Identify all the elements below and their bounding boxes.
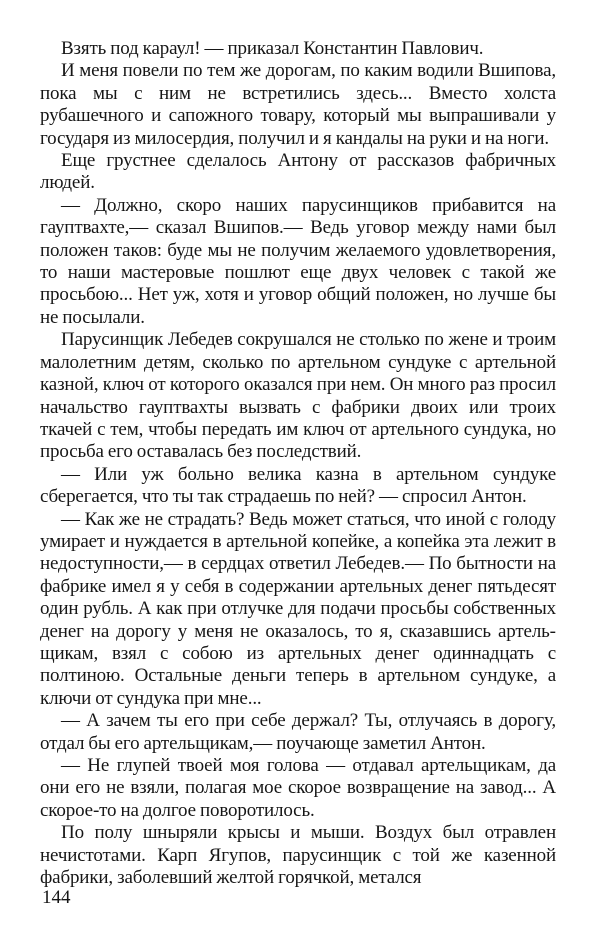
paragraph-9: — Не глупей твоей моя голова — отдавал артельщикам, да они его не взяли, полагая мое скорое возвращение на завод... А скорое-то на долгое поворотилось. (40, 755, 556, 821)
paragraph-2: И меня повели по тем же дорогам, по каким водили Вшипова, пока мы с ним не встретились здесь... Вместо холста рубашечного и сапожного товару, который мы выпрашивали у государя из милосердия, получил и я кандалы на руки и на ноги. (40, 60, 556, 149)
paragraph-8: — А зачем ты его при себе держал? Ты, отлучаясь в дорогу, отдал бы его артельщикам,— поучающе заметил Антон. (40, 710, 556, 754)
paragraph-4: — Должно, скоро наших парусинщиков прибавится на гауптвахте,— сказал Вшипов.— Ведь уговор между нами был положен таков: буде мы не получим желаемого удовлетворения, то наши мастеровые пошлют еще двух человек с такой же просьбою... Нет уж, хотя и уговор общий положен, но лучше бы не посылали. (40, 194, 556, 328)
page-number: 144 (42, 887, 71, 908)
paragraph-7: — Как же не страдать? Ведь может статься, что иной с голоду умирает и нуждается в артельной копейке, а копейка эта лежит в недоступности,— в сердцах ответил Лебедев.— По бытности на фабрике имел я у себя в содержании артельных денег пятьдесят один рубль. А как при отлучке для подачи просьбы собственных денег на дорогу у меня не оказалось, то я, сказавшись артельщикам, взял с собою из артельных денег одиннадцать с полтиною. Остальные деньги теперь в артельном сундуке, а ключи от сундука при мне... (40, 508, 556, 709)
paragraph-1: Взять под караул! — приказал Константин Павлович. (61, 38, 484, 59)
paragraph-10: По полу шныряли крысы и мыши. Воздух был отравлен нечистотами. Карп Ягупов, парусинщик с той же казенной фабрики, заболевший желтой горячкой, метался (40, 822, 556, 889)
book-page-text (40, 38, 556, 889)
paragraph-3: Еще грустнее сделалось Антону от рассказов фабричных людей. (40, 150, 556, 194)
paragraph-6: — Или уж больно велика казна в артельном сундуке сберегается, что ты так страдаешь по ней? — спросил Антон. (40, 463, 556, 508)
paragraph-5: Парусинщик Лебедев сокрушался не столько по жене и троим малолетним детям, сколько по артельном сундуке с артельной казной, ключ от которого оказался при нем. Он много раз просил начальство гауптвахты вызвать с фабрики двоих или троих ткачей с тем, чтобы передать им ключ от артельного сундука, но просьба его оставалась без последствий. (40, 329, 556, 463)
